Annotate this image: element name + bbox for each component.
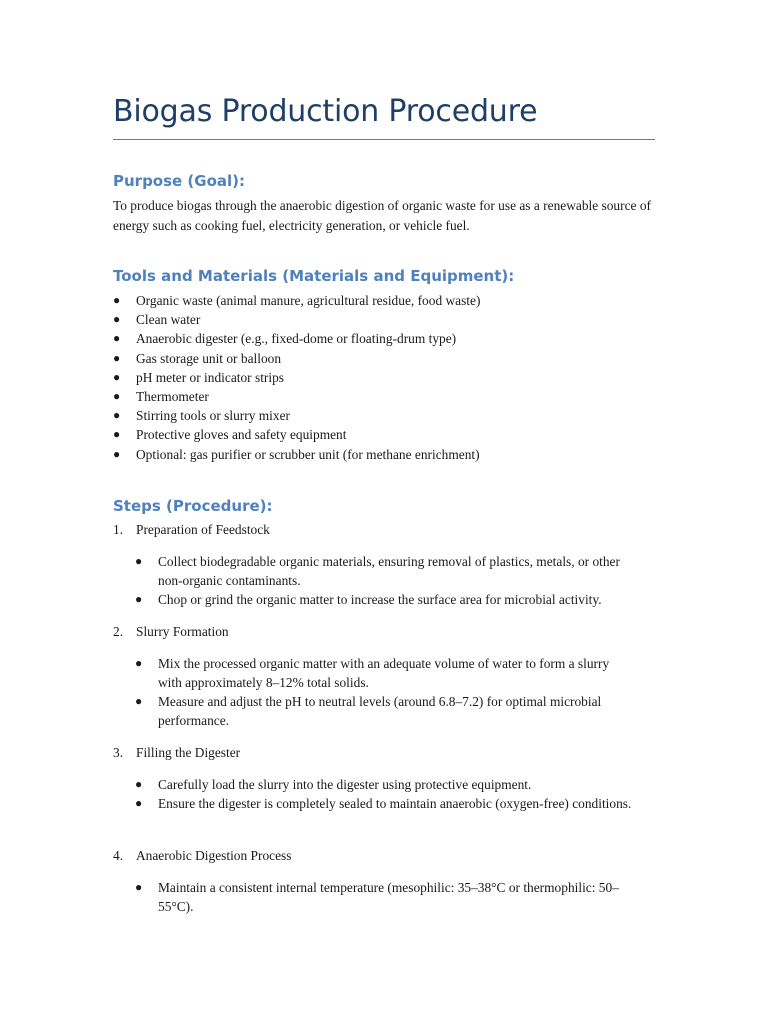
step-2	[113, 622, 658, 730]
tools-item-text: Optional: gas purifier or scrubber unit (for methane enrichment)	[136, 446, 480, 462]
list-item	[113, 368, 480, 387]
bullet-icon: ●	[135, 880, 143, 894]
step-title	[113, 743, 658, 762]
tools-item-text: Gas storage unit or balloon	[136, 350, 282, 366]
list-item	[113, 387, 480, 406]
bullet-icon: ●	[113, 389, 121, 404]
list-item	[113, 310, 480, 329]
step-title-text: Filling the Digester	[136, 745, 241, 760]
bullet-icon: ●	[113, 427, 121, 442]
step-4-bullets	[113, 878, 658, 916]
step-2-bullets	[113, 654, 658, 730]
step-bullet-text: Ensure the digester is completely sealed to maintain anaerobic (oxygen-free) conditions.	[158, 796, 632, 811]
tools-item-text: pH meter or indicator strips	[136, 369, 285, 385]
list-item	[113, 654, 633, 692]
step-bullet-text: Mix the processed organic matter with an adequate volume of water to form a slurry with approximately 8–12% total solids.	[158, 656, 610, 690]
list-item	[113, 425, 480, 444]
tools-item-text: Clean water	[136, 312, 201, 328]
tools-item-text: Anaerobic digester (e.g., fixed-dome or floating-drum type)	[136, 331, 457, 347]
step-3-bullets	[113, 775, 658, 813]
bullet-icon: ●	[113, 446, 121, 461]
step-number: 1.	[113, 522, 124, 537]
bullet-icon: ●	[113, 293, 121, 307]
tools-item-text: Stirring tools or slurry mixer	[136, 408, 290, 424]
steps-heading: Steps (Procedure):	[113, 497, 273, 515]
bullet-icon: ●	[135, 694, 143, 708]
list-item	[113, 445, 480, 464]
tools-item-text: Protective gloves and safety equipment	[136, 427, 347, 443]
list-item	[113, 406, 480, 425]
step-bullet-text: Measure and adjust the pH to neutral levels (around 6.8–7.2) for optimal microbial performance.	[158, 694, 602, 728]
list-item	[113, 329, 480, 348]
list-item	[113, 590, 633, 609]
list-item	[113, 291, 480, 310]
step-1	[113, 520, 658, 609]
purpose-heading: Purpose (Goal):	[113, 172, 246, 190]
step-bullet-text: Chop or grind the organic matter to increase the surface area for microbial activity.	[158, 592, 602, 607]
step-number: 4.	[113, 848, 124, 863]
step-title-text: Anaerobic Digestion Process	[136, 848, 292, 863]
bullet-icon: ●	[113, 350, 121, 365]
step-bullet-text: Carefully load the slurry into the digester using protective equipment.	[158, 777, 532, 792]
page-title: Biogas Production Procedure	[113, 94, 538, 129]
list-item	[113, 794, 633, 813]
step-3	[113, 743, 658, 813]
bullet-icon: ●	[113, 408, 121, 423]
step-title	[113, 846, 658, 865]
bullet-icon: ●	[113, 331, 121, 346]
bullet-icon: ●	[135, 592, 143, 606]
step-bullet-text: Collect biodegradable organic materials, ensuring removal of plastics, metals, or other non-organic contaminants.	[158, 554, 620, 588]
bullet-icon: ●	[135, 554, 143, 568]
step-title	[113, 622, 658, 641]
bullet-icon: ●	[135, 796, 143, 810]
tools-heading: Tools and Materials (Materials and Equipment):	[113, 267, 515, 285]
tools-item-text: Thermometer	[136, 389, 209, 405]
list-item	[113, 349, 480, 368]
tools-item-text: Organic waste (animal manure, agricultural residue, food waste)	[136, 293, 481, 308]
step-1-bullets	[113, 552, 658, 609]
step-title	[113, 520, 658, 539]
step-4	[113, 846, 658, 916]
list-item	[113, 552, 633, 590]
bullet-icon: ●	[135, 656, 143, 670]
step-number: 3.	[113, 745, 124, 760]
purpose-text: To produce biogas through the anaerobic digestion of organic waste for use as a renewable source of energy such as cooking fuel, electricity generation, or vehicle fuel.	[113, 198, 651, 233]
bullet-icon: ●	[113, 369, 121, 384]
title-underline	[113, 139, 655, 140]
list-item	[113, 775, 633, 794]
tools-list	[113, 291, 480, 464]
bullet-icon: ●	[113, 312, 121, 327]
list-item	[113, 878, 633, 916]
list-item	[113, 692, 633, 730]
step-number: 2.	[113, 624, 124, 639]
step-title-text: Preparation of Feedstock	[136, 522, 270, 537]
bullet-icon: ●	[135, 777, 143, 791]
step-title-text: Slurry Formation	[136, 624, 229, 639]
step-bullet-text: Maintain a consistent internal temperature (mesophilic: 35–38°C or thermophilic: 50–55°C).	[158, 880, 619, 914]
